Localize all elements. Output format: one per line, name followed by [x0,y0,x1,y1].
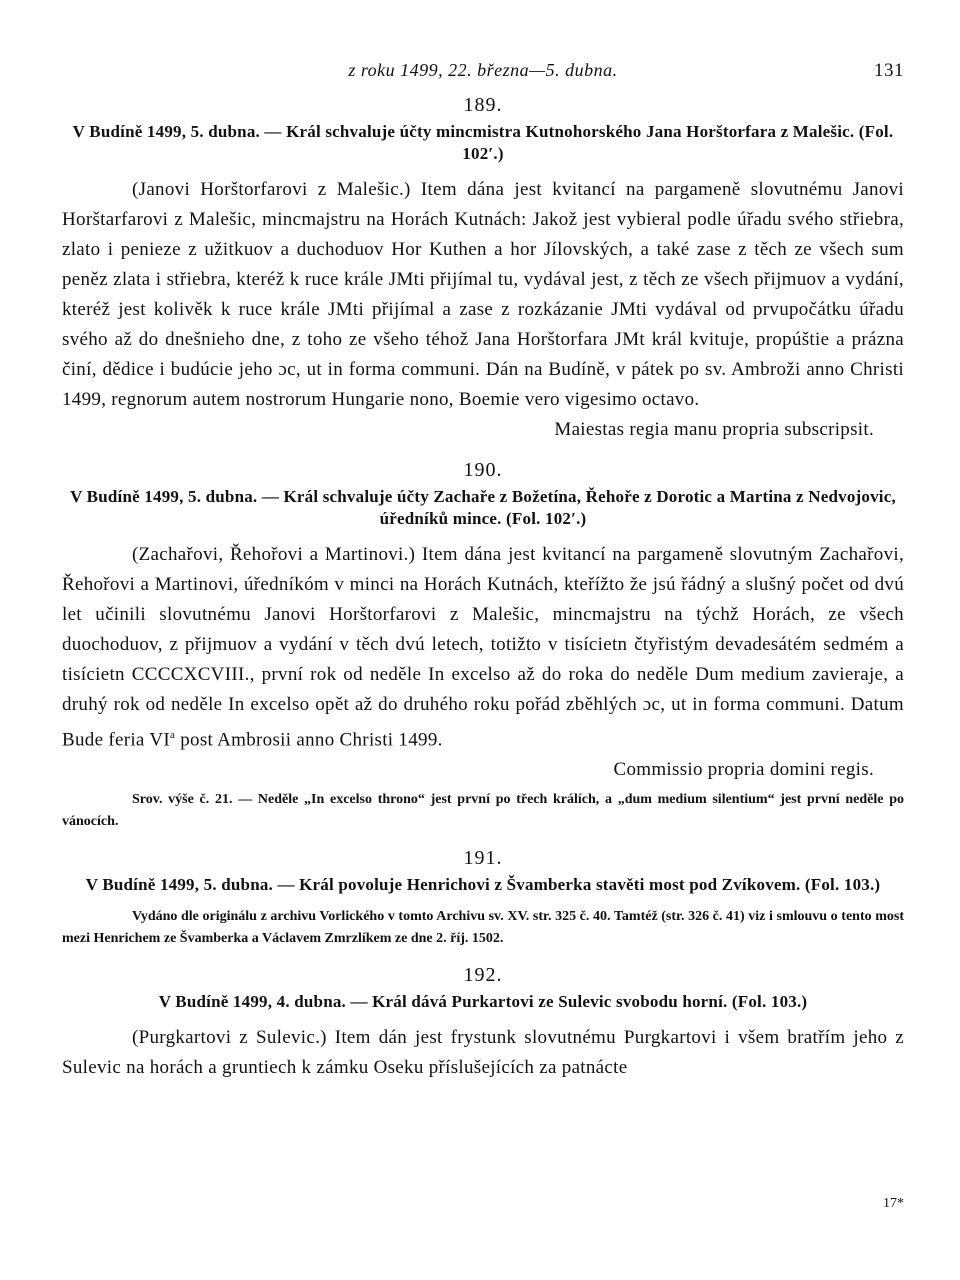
entry-number: 192. [463,964,503,987]
document-page [62,40,904,1083]
entry-190 [62,459,904,833]
entry-192 [62,964,904,1083]
entry-number: 190. [463,459,503,481]
entry-text-part: (Zachařovi, Řehořovi a Martinovi.) Item dána jest kvitancí na pargameně slovutným Zachařovi, Řehořovi a Martinovi, úředníkóm v minci na Horách Kutnách, kteřížto že jsú řádný a slušný počet od dvú let učinili slovutnému Janovi Horštorfarovi z Malešic, mincmajstru na týchž Horách, ze všech duochoduov, z přijmuov a vydání v těch dvú letech, totižto v tisícietn čtyřistým devadesátém sedmém a tisícietn CCCCXCVIII., první rok od neděle In excelso až do roka do neděle Dum medium zavieraje, a druhý rok od neděle In excelso opět až do druhého roku pořád zběhlých ɔc, ut in forma communi. Datum Bude feria VI [62,544,904,751]
entry-signature: Maiestas regia manu propria subscripsit. [554,419,874,440]
entry-text: (Purgkartovi z Sulevic.) Item dán jest frystunk slovutnému Purgkartovi i všem bratřím jeho z Sulevic na horách a gruntiech k zámku Oseku příslušejících za patnácte [62,1027,904,1079]
entry-signature: Commissio propria domini regis. [613,759,874,781]
running-head [62,40,904,80]
entry-note: Srov. výše č. 21. — Neděle „In excelso throno“ jest první po třech králích, a „dum medium silentium“ jest první neděle po vánocích. [62,792,904,830]
running-head-title: z roku 1499, 22. března—5. dubna. [348,60,618,80]
entry-note: Vydáno dle originálu z archivu Vorlického v tomto Archivu sv. XV. str. 325 č. 40. Tamtéž (str. 326 č. 41) viz i smlouvu o tento most mezi Henrichem ze Švamberka a Václavem Zmrzlíkem ze dne 2. říj. 1502. [62,909,904,947]
entry-text-part: post Ambrosii anno Christi 1499. [175,729,443,751]
entry-number: 189. [463,94,503,116]
signature-mark: 17* [883,1196,904,1211]
entry-regest: V Budíně 1499, 4. dubna. — Král dává Purkartovi ze Sulevic svobodu horní. (Fol. 103.) [158,992,808,1012]
entry-regest: V Budíně 1499, 5. dubna. — Král povoluje Henrichovi z Švamberka stavěti most pod Zvíkovem. (Fol. 103.) [85,875,881,895]
entry-189 [62,94,904,445]
superscript-a: a [170,729,176,741]
entry-191 [62,847,904,950]
entry-regest: V Budíně 1499, 5. dubna. — Král schvaluje účty mincmistra Kutnohorského Jana Horštorfara z Malešic. (Fol. 102′.) [72,122,894,163]
entry-text [62,540,904,755]
page-number: 131 [874,60,904,81]
entry-number: 191. [463,847,503,870]
entry-regest: V Budíně 1499, 5. dubna. — Král schvaluje účty Zachaře z Božetína, Řehoře z Dorotic a Martina z Nedvojovic, úředníků mince. (Fol. 102′.) [70,487,896,528]
entry-text: (Janovi Horštorfarovi z Malešic.) Item dána jest kvitancí na pargameně slovutnému Janovi Horštarfarovi z Malešic, mincmajstru na Horách Kutnách: Jakož jest vybieral podle úřadu svého střiebra, zlato i penieze z užitkuov a duchoduov Hor Kuthen a hor Jílovských, a také zase z těch ze všech sum peněz zlata i střiebra, kteréž k ruce krále JMti přijímal tu, vydával jest, z těch ze všech přijmuov a vydání, kteréž jest kolivěk k ruce krále JMti přijímal a zase z rozkázanie JMti vydával od prvupočátku úřadu svého až do dnešnieho dne, z toho ze všeho téhož Jana Horštorfara JMt král kvituje, propúštie a prázna činí, dědice i budúcie jeho ɔc, ut in forma communi. Dán na Budíně, v pátek po sv. Ambroži anno Christi 1499, regnorum autem nostrorum Hungarie nono, Boemie vero vigesimo octavo. [62,179,904,410]
